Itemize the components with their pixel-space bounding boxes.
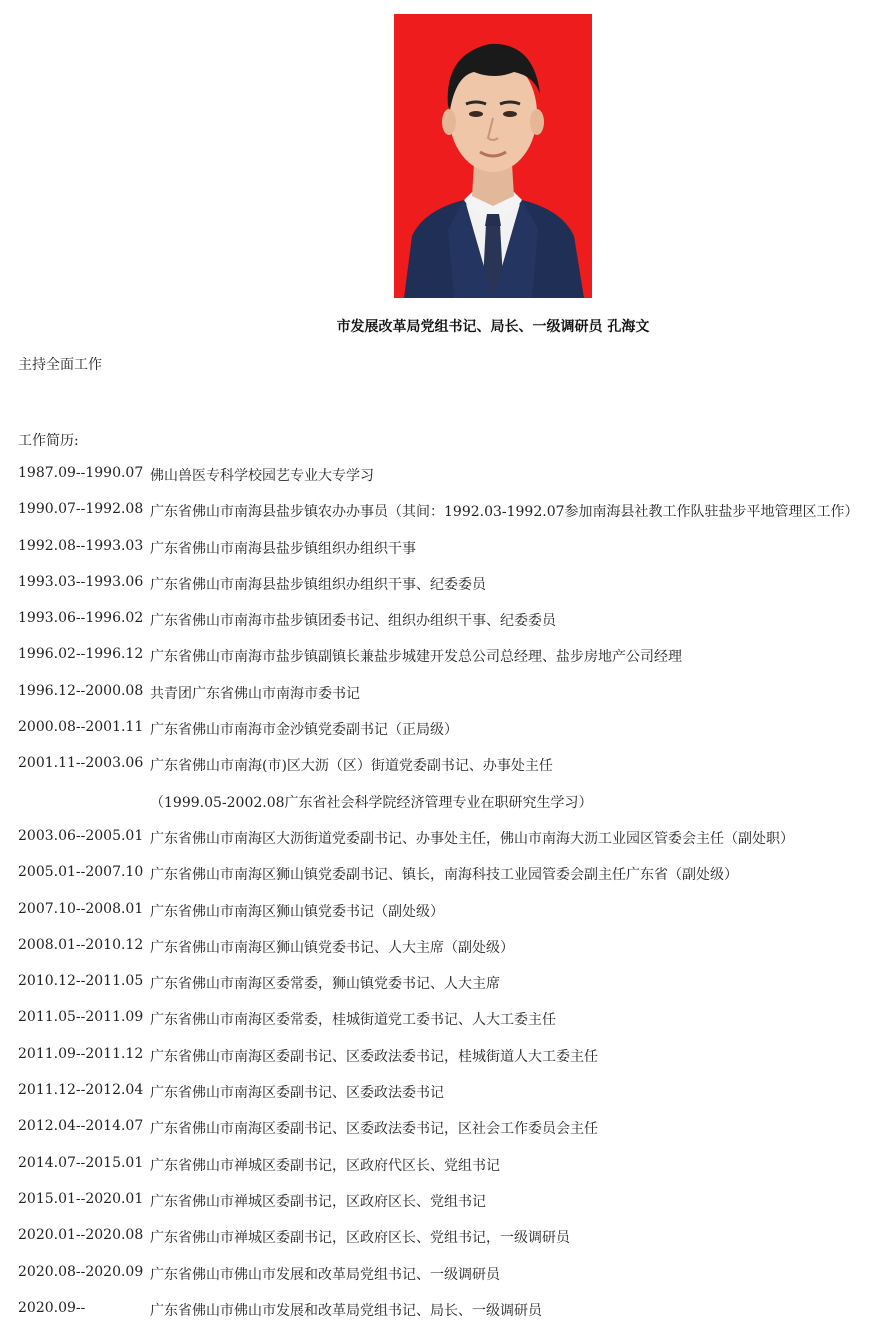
entry-period: 1987.09--1990.07 bbox=[18, 465, 143, 481]
resume-entry bbox=[0, 610, 877, 646]
entry-period: 2011.05--2011.09 bbox=[18, 1009, 143, 1025]
entry-description: 广东省佛山市南海县盐步镇组织办组织干事 bbox=[150, 538, 416, 558]
caption-wrapper bbox=[0, 316, 877, 336]
entry-period: 1990.07--1992.08 bbox=[18, 501, 143, 517]
entry-period: 2010.12--2011.05 bbox=[18, 973, 143, 989]
entry-description: 广东省佛山市佛山市发展和改革局党组书记、一级调研员 bbox=[150, 1264, 500, 1284]
entry-period: 2020.08--2020.09 bbox=[18, 1264, 143, 1280]
entry-description: 广东省佛山市南海区狮山镇党委书记（副处级） bbox=[150, 901, 444, 921]
resume-timeline bbox=[0, 465, 877, 1336]
entry-period: 2001.11--2003.06 bbox=[18, 755, 143, 771]
resume-entry bbox=[0, 1118, 877, 1154]
entry-period: 1992.08--1993.03 bbox=[18, 538, 143, 554]
entry-description: 广东省佛山市南海市盐步镇团委书记、组织办组织干事、纪委委员 bbox=[150, 610, 556, 630]
entry-description: 广东省佛山市南海市金沙镇党委副书记（正局级） bbox=[150, 719, 458, 739]
entry-description: 佛山兽医专科学校园艺专业大专学习 bbox=[150, 465, 374, 485]
entry-period: 2015.01--2020.01 bbox=[18, 1191, 143, 1207]
resume-entry bbox=[0, 1046, 877, 1082]
duty-statement: 主持全面工作 bbox=[18, 354, 102, 374]
resume-entry bbox=[0, 538, 877, 574]
resume-entry bbox=[0, 1264, 877, 1300]
entry-description: 广东省佛山市南海县盐步镇组织办组织干事、纪委委员 bbox=[150, 574, 486, 594]
entry-description: 广东省佛山市佛山市发展和改革局党组书记、局长、一级调研员 bbox=[150, 1300, 542, 1320]
resume-entry-note bbox=[0, 792, 877, 828]
entry-period: 1996.12--2000.08 bbox=[18, 683, 143, 699]
resume-entry bbox=[0, 1082, 877, 1118]
resume-entry bbox=[0, 574, 877, 610]
portrait-photo bbox=[394, 14, 592, 298]
entry-description: 广东省佛山市南海区委副书记、区委政法委书记，区社会工作委员会主任 bbox=[150, 1118, 598, 1138]
resume-entry bbox=[0, 683, 877, 719]
entry-description: 广东省佛山市南海区委常委，狮山镇党委书记、人大主席 bbox=[150, 973, 500, 993]
entry-description: 广东省佛山市南海(市)区大沥（区）街道党委副书记、办事处主任 bbox=[150, 755, 553, 775]
resume-entry bbox=[0, 1191, 877, 1227]
portrait-caption: 市发展改革局党组书记、局长、一级调研员 孔海文 bbox=[55, 316, 877, 336]
entry-description: （1999.05-2002.08广东省社会科学院经济管理专业在职研究生学习） bbox=[150, 792, 593, 812]
resume-heading: 工作简历: bbox=[18, 430, 79, 450]
entry-description: 共青团广东省佛山市南海市委书记 bbox=[150, 683, 360, 703]
entry-description: 广东省佛山市南海市盐步镇副镇长兼盐步城建开发总公司总经理、盐步房地产公司经理 bbox=[150, 646, 682, 666]
entry-period: 2011.12--2012.04 bbox=[18, 1082, 143, 1098]
entry-period: 2003.06--2005.01 bbox=[18, 828, 143, 844]
entry-period: 2014.07--2015.01 bbox=[18, 1155, 143, 1171]
resume-entry bbox=[0, 755, 877, 791]
entry-description: 广东省佛山市南海区大沥街道党委副书记、办事处主任，佛山市南海大沥工业园区管委会主任（副处职） bbox=[150, 828, 794, 848]
resume-entry bbox=[0, 501, 877, 537]
resume-entry bbox=[0, 1009, 877, 1045]
entry-period: 1993.03--1993.06 bbox=[18, 574, 143, 590]
entry-description: 广东省佛山市南海区狮山镇党委副书记、镇长，南海科技工业园管委会副主任广东省（副处级） bbox=[150, 864, 738, 884]
resume-entry bbox=[0, 864, 877, 900]
entry-period: 2000.08--2001.11 bbox=[18, 719, 143, 735]
resume-entry bbox=[0, 828, 877, 864]
portrait-illustration bbox=[394, 14, 592, 298]
entry-description: 广东省佛山市禅城区委副书记，区政府区长、党组书记，一级调研员 bbox=[150, 1227, 570, 1247]
resume-entry bbox=[0, 1155, 877, 1191]
resume-entry bbox=[0, 465, 877, 501]
entry-description: 广东省佛山市南海区委常委，桂城街道党工委书记、人大工委主任 bbox=[150, 1009, 556, 1029]
entry-description: 广东省佛山市南海区委副书记、区委政法委书记 bbox=[150, 1082, 444, 1102]
entry-period: 2005.01--2007.10 bbox=[18, 864, 143, 880]
resume-entry bbox=[0, 1227, 877, 1263]
entry-period: 2012.04--2014.07 bbox=[18, 1118, 143, 1134]
resume-entry bbox=[0, 937, 877, 973]
entry-period: 1993.06--1996.02 bbox=[18, 610, 143, 626]
entry-description: 广东省佛山市南海区委副书记、区委政法委书记，桂城街道人大工委主任 bbox=[150, 1046, 598, 1066]
entry-description: 广东省佛山市禅城区委副书记，区政府代区长、党组书记 bbox=[150, 1155, 500, 1175]
entry-description: 广东省佛山市南海区狮山镇党委书记、人大主席（副处级） bbox=[150, 937, 514, 957]
entry-period: 2008.01--2010.12 bbox=[18, 937, 143, 953]
resume-entry bbox=[0, 973, 877, 1009]
entry-period: 2011.09--2011.12 bbox=[18, 1046, 143, 1062]
resume-entry bbox=[0, 646, 877, 682]
entry-description: 广东省佛山市禅城区委副书记，区政府区长、党组书记 bbox=[150, 1191, 486, 1211]
entry-period: 2020.01--2020.08 bbox=[18, 1227, 143, 1243]
entry-description: 广东省佛山市南海县盐步镇农办办事员（其间：1992.03-1992.07参加南海县社教工作队驻盐步平地管理区工作） bbox=[150, 501, 859, 521]
resume-entry bbox=[0, 719, 877, 755]
resume-entry bbox=[0, 901, 877, 937]
entry-period: 2020.09-- bbox=[18, 1300, 85, 1316]
entry-period: 1996.02--1996.12 bbox=[18, 646, 143, 662]
entry-period: 2007.10--2008.01 bbox=[18, 901, 143, 917]
